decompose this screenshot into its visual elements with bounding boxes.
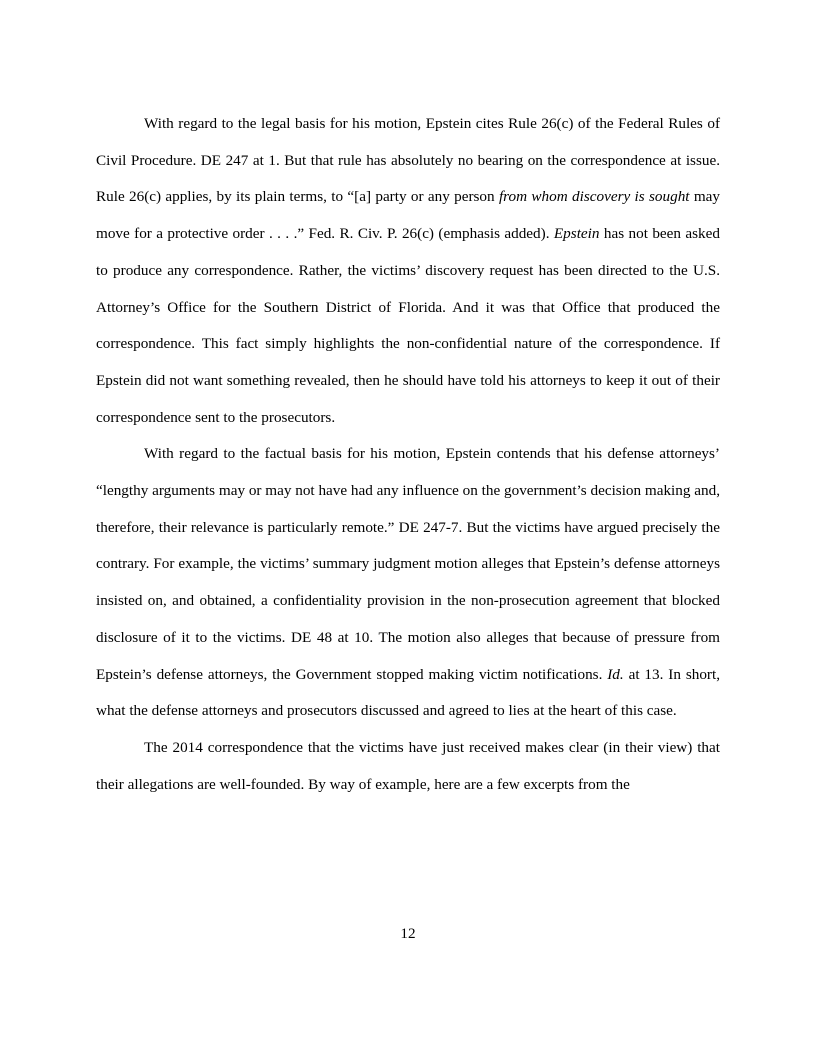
emphasis-segment: Epstein	[553, 225, 600, 243]
paragraph-factual-basis	[96, 436, 720, 730]
document-page	[96, 106, 720, 803]
paragraph-legal-basis	[96, 106, 720, 436]
text-segment: may move for a protective order . . . .” Fed. R. Civ. P. 26(c) (emphasis added).	[96, 188, 720, 243]
page-number: 12	[400, 925, 416, 942]
text-segment: has not been asked to produce any correspondence. Rather, the victims’ discovery request has been directed to the U.S. Attorney’s Office for the Southern District of Florida. And it was that Office that produced the correspondence. This fact simply highlights the non-confidential nature of the correspondence. If Epstein did not want something revealed, then he should have told his attorneys to keep it out of their correspondence sent to the prosecutors.	[96, 225, 720, 426]
text-segment: With regard to the legal basis for his motion, Epstein cites Rule 26(c) of the Federal Rules of Civil Procedure. DE 247 at 1. But that rule has absolutely no bearing on the correspondence at issue. Rule 26(c) applies, by its plain terms, to “[a] party or any person	[96, 115, 720, 206]
text-segment: at 13. In short, what the defense attorneys and prosecutors discussed and agreed to lies at the heart of this case.	[96, 665, 720, 720]
text-segment: The 2014 correspondence that the victims have just received makes clear (in their view) that their allegations are well-founded. By way of example, here are a few excerpts from the	[96, 738, 720, 793]
text-segment: With regard to the factual basis for his motion, Epstein contends that his defense attorneys’ “lengthy arguments may or may not have had any influence on the government’s decision making and, therefore, their relevance is particularly remote.” DE 247-7. But the victims have argued precisely the contrary. For example, the victims’ summary judgment motion alleges that Epstein’s defense attorneys insisted on, and obtained, a confidentiality provision in the non-prosecution agreement that blocked disclosure of it to the victims. DE 48 at 10. The motion also alleges that because of pressure from Epstein’s defense attorneys, the Government stopped making victim notifications.	[96, 445, 720, 683]
emphasis-segment: Id.	[607, 665, 624, 683]
paragraph-2014-correspondence	[96, 730, 720, 803]
emphasis-segment: from whom discovery is sought	[498, 188, 690, 206]
